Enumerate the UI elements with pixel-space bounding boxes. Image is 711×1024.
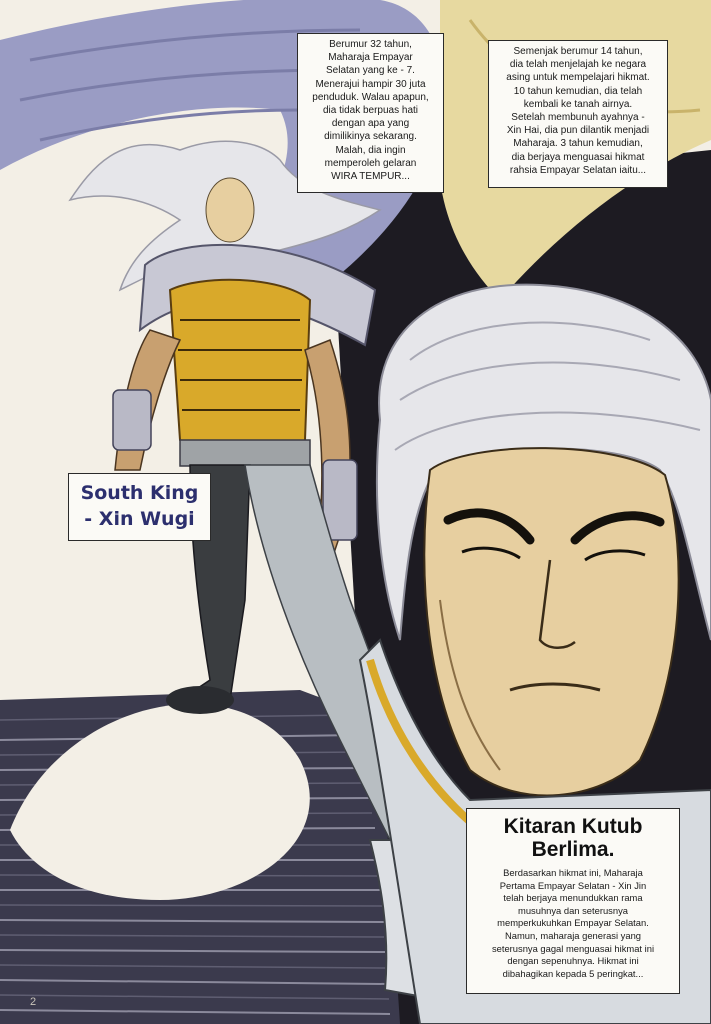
technique-line: Berdasarkan hikmat ini, Maharaja — [503, 867, 643, 878]
page-number: 2 — [30, 996, 37, 1008]
technique-line: seterusnya gagal menguasai hikmat ini — [491, 942, 655, 954]
technique-line: Namun, maharaja generasi yang — [504, 929, 641, 941]
figure-left-bracer — [113, 390, 151, 450]
technique-line: musuhnya dan seterusnya — [518, 904, 628, 916]
caption-line: dimilikinya sekarang. — [324, 131, 417, 143]
caption-line: penduduk. Walau apapun, — [312, 91, 429, 103]
caption-line: dia berjaya menguasai hikmat — [511, 151, 645, 163]
technique-line: Pertama Empayar Selatan - Xin Jin — [499, 879, 647, 891]
technique-line: dibahagikan kepada 5 peringkat... — [502, 967, 644, 979]
caption-line: 10 tahun kemudian, dia telah — [513, 85, 643, 97]
caption-line: Maharaja. 3 tahun kemudian, — [513, 138, 643, 150]
caption-line: rahsia Empayar Selatan iaitu... — [509, 164, 647, 176]
portrait-face — [424, 448, 678, 795]
caption-line: dia tidak berpuas hati — [322, 105, 419, 117]
character-name-box — [68, 473, 211, 541]
caption-line: Xin Hai, dia pun dilantik menjadi — [506, 125, 650, 137]
technique-info-box — [466, 808, 680, 994]
caption-line: Semenjak berumur 14 tahun, — [513, 46, 643, 57]
character-name: South King — [80, 482, 199, 504]
caption-line: dia telah menjelajah ke negara — [509, 59, 647, 71]
caption-line: memperoleh gelaran — [324, 157, 417, 169]
caption-line: WIRA TEMPUR... — [331, 171, 410, 183]
caption-line: Selatan yang ke - 7. — [326, 65, 415, 77]
figure-chest-armor — [170, 280, 310, 451]
technique-line: dengan sepenuhnya. Hikmat ini — [507, 955, 639, 967]
technique-description — [473, 867, 673, 980]
figure-face — [206, 178, 254, 242]
caption-line: Setelah membunuh ayahnya - — [511, 112, 645, 124]
technique-line: telah berjaya menundukkan rama — [503, 892, 643, 904]
caption-line: Berumur 32 tahun, — [329, 39, 412, 50]
caption-box-age — [297, 33, 444, 193]
technique-title-line: Kitaran Kutub — [503, 815, 643, 838]
technique-title-line: Berlima. — [531, 838, 615, 861]
caption-line: Menerajui hampir 30 juta — [315, 78, 426, 90]
technique-line: memperkukuhkan Empayar Selatan. — [497, 917, 649, 929]
figure-left-foot — [166, 686, 234, 714]
caption-box-history — [488, 40, 668, 188]
technique-title — [473, 815, 673, 861]
caption-line: dengan apa yang — [331, 118, 410, 130]
caption-line: asing untuk mempelajari hikmat. — [506, 72, 650, 84]
character-name-sub: - Xin Wugi — [84, 508, 195, 530]
caption-line: Malah, dia ingin — [335, 144, 406, 156]
caption-line: Maharaja Empayar — [328, 52, 413, 64]
figure-belt — [180, 440, 310, 466]
caption-line: kembali ke tanah airnya. — [523, 98, 633, 110]
